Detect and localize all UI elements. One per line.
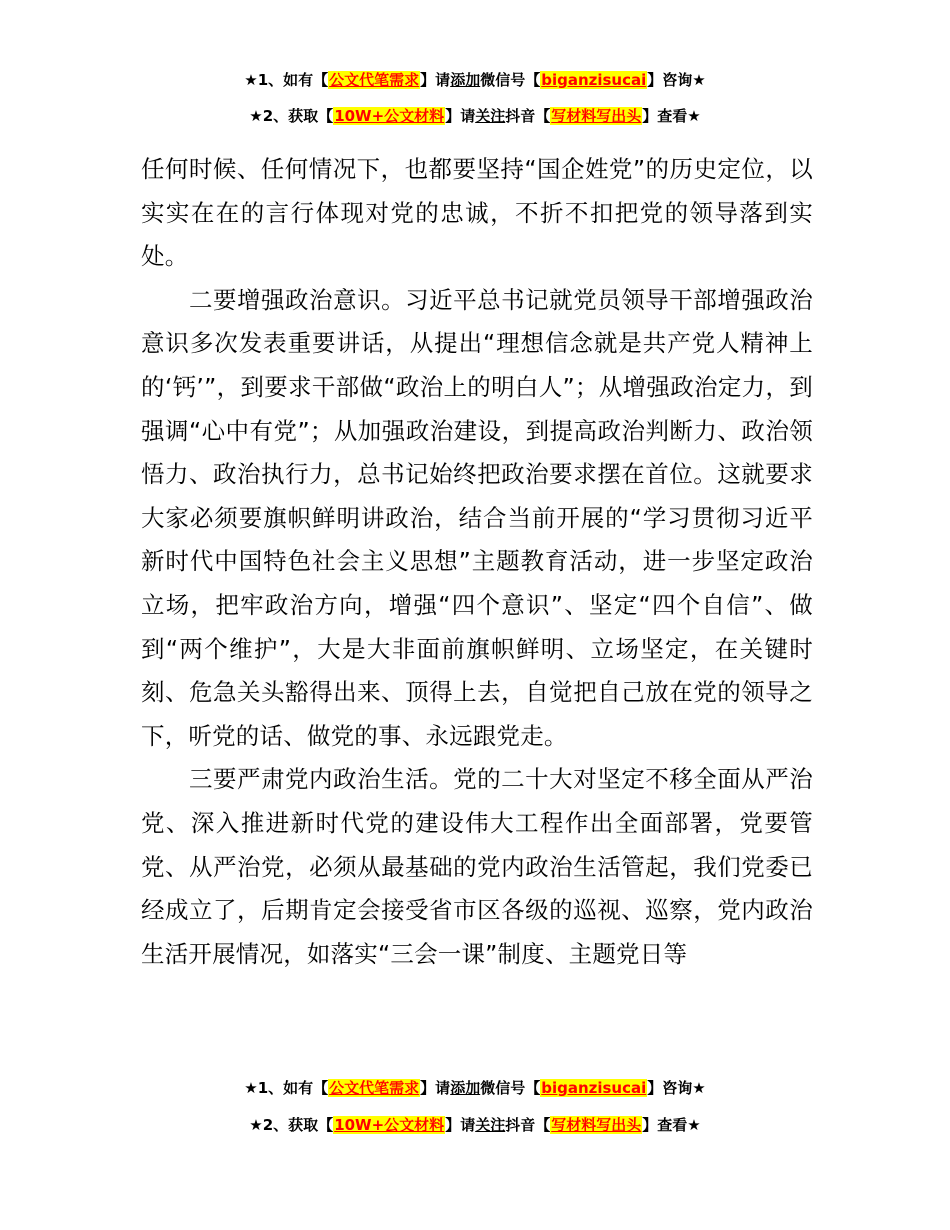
- paragraph-party-political-life: 三要严肃党内政治生活。党的二十大对坚定不移全面从严治党、深入推进新时代党的建设伟大工程作出全面部署，党要管党、从严治党，必须从最基础的党内政治生活管起，我们党委已经成立了，后期肯定会接受省市区各级的巡视、巡察，党内政治生活开展情况，如落实“三会一课”制度、主题党日等: [141, 765, 813, 968]
- banner-text: 微信号【: [480, 71, 541, 89]
- banner-highlight-materials: 10W+公文材料: [334, 1116, 445, 1134]
- banner-text: ★1、如有【: [244, 71, 329, 89]
- banner-text: ★2、获取【: [249, 107, 334, 125]
- banner-text: 】查看★: [642, 107, 701, 125]
- banner-underlined-text: 添加: [450, 71, 481, 89]
- banner-highlight-douyin-account: 写材料写出头: [551, 107, 642, 125]
- banner-text: 】请: [445, 1116, 476, 1134]
- banner-text: 抖音【: [505, 107, 551, 125]
- footer-banner-line-1: [0, 1077, 950, 1099]
- banner-highlight-douyin-account: 写材料写出头: [551, 1116, 642, 1134]
- banner-highlight-materials: 10W+公文材料: [334, 107, 445, 125]
- document-body: [141, 148, 813, 976]
- footer-banner-line-2: [0, 1114, 950, 1136]
- banner-underlined-text: 关注: [475, 1116, 506, 1134]
- banner-underlined-text: 关注: [475, 107, 506, 125]
- banner-highlight-service: 公文代笔需求: [329, 1079, 420, 1097]
- banner-text: 】查看★: [642, 1116, 701, 1134]
- banner-underlined-text: 添加: [450, 1079, 481, 1097]
- banner-text: 】请: [445, 107, 476, 125]
- paragraph-political-awareness: 二要增强政治意识。习近平总书记就党员领导干部增强政治意识多次发表重要讲话，从提出“理想信念就是共产党人精神上的‘钙’”，到要求干部做“政治上的明白人”；从增强政治定力，到强调“心中有党”；从加强政治建设，到提高政治判断力、政治领悟力、政治执行力，总书记始终把政治要求摆在首位。这就要求大家必须要旗帜鲜明讲政治，结合当前开展的“学习贯彻习近平新时代中国特色社会主义思想”主题教育活动，进一步坚定政治立场，把牢政治方向，增强“四个意识”、坚定“四个自信”、做到“两个维护”，大是大非面前旗帜鲜明、立场坚定，在关键时刻、危急关头豁得出来、顶得上去，自觉把自己放在党的领导之下，听党的话、做党的事、永远跟党走。: [141, 285, 813, 750]
- banner-text: 】请: [420, 71, 451, 89]
- banner-text: ★1、如有【: [244, 1079, 329, 1097]
- banner-text: 微信号【: [480, 1079, 541, 1097]
- header-banner-line-1: [0, 69, 950, 91]
- banner-highlight-wechat-id: biganzisucai: [541, 1079, 647, 1097]
- banner-text: 】咨询★: [647, 1079, 706, 1097]
- banner-highlight-service: 公文代笔需求: [329, 71, 420, 89]
- banner-text: ★2、获取【: [249, 1116, 334, 1134]
- banner-text: 】咨询★: [647, 71, 706, 89]
- header-banner-line-2: [0, 105, 950, 127]
- banner-highlight-wechat-id: biganzisucai: [541, 71, 647, 89]
- banner-text: 抖音【: [505, 1116, 551, 1134]
- banner-text: 】请: [420, 1079, 451, 1097]
- paragraph-continuation: 任何时候、任何情况下，也都要坚持“国企姓党”的历史定位，以实实在在的言行体现对党的忠诚，不折不扣把党的领导落到实处。: [141, 155, 813, 271]
